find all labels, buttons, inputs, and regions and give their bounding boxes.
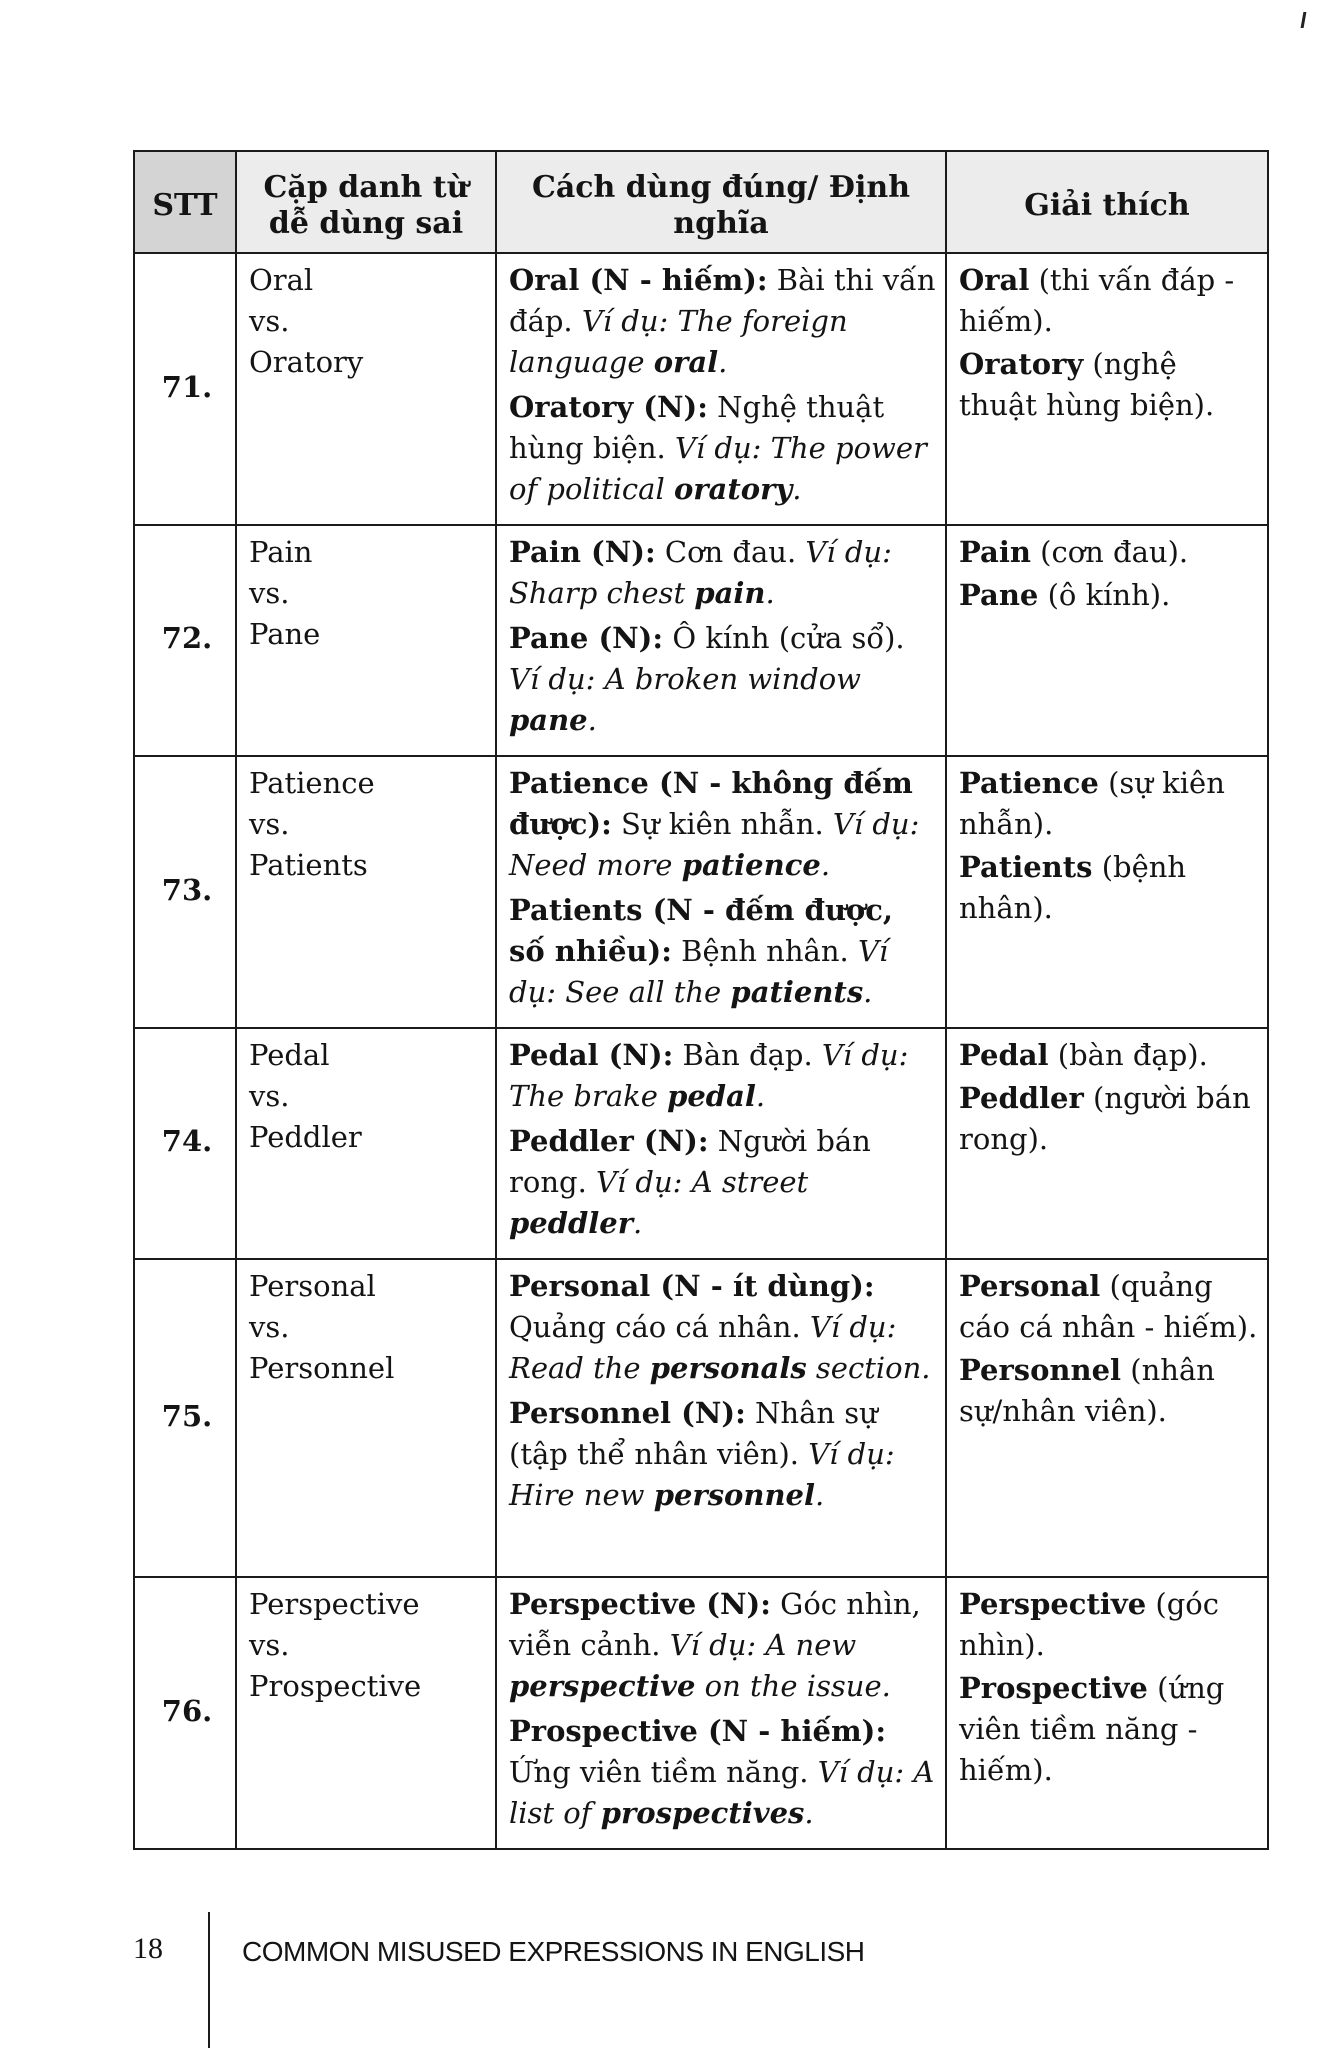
example-text-end: section. <box>806 1351 931 1385</box>
row-number: 72. <box>134 525 236 756</box>
explanation-text: (thi vấn đáp - hiếm). <box>959 263 1235 338</box>
example-text: Need more <box>509 848 682 882</box>
table-row <box>134 756 1268 1028</box>
example-text-end: . <box>587 703 597 737</box>
example-label: Ví dụ: <box>808 1437 895 1471</box>
example-label: Ví dụ: <box>821 1038 909 1072</box>
corner-mark <box>1301 12 1307 28</box>
definition-cell <box>496 1577 946 1849</box>
example-text: A broken window <box>595 662 861 696</box>
example-label: Ví dụ: <box>581 304 669 338</box>
definition-text: Bệnh nhân. <box>671 934 858 968</box>
explanation-text: (ứng viên tiềm năng - hiếm). <box>959 1671 1225 1787</box>
example-text-end: . <box>863 975 873 1009</box>
example-text-end: . <box>755 1079 766 1113</box>
explanation-entry <box>959 575 1259 616</box>
example-text-end: on the issue. <box>695 1669 891 1703</box>
explanation-term: Prospective <box>959 1671 1148 1705</box>
example-text-end: . <box>765 576 775 610</box>
noun-pair-cell <box>236 1259 496 1577</box>
explanation-text: (người bán rong). <box>959 1081 1251 1156</box>
example-keyword: patients <box>730 975 864 1009</box>
definition-entry <box>509 1711 937 1834</box>
header-usage-definition: Cách dùng đúng/ Định nghĩa <box>496 151 946 253</box>
definition-text: Người bán rong. <box>509 1124 871 1199</box>
definition-text: Nghệ thuật hùng biện. <box>509 390 885 465</box>
definition-entry <box>509 1121 937 1244</box>
definition-term: Pane (N): <box>509 621 664 655</box>
noun-pair-line: Patients <box>249 848 368 882</box>
explanation-cell <box>946 1259 1268 1577</box>
explanation-text: (ô kính). <box>1038 578 1171 612</box>
example-text: See all the <box>556 975 731 1009</box>
definition-entry <box>509 532 937 614</box>
definition-entry <box>509 1035 937 1117</box>
noun-pair-cell <box>236 525 496 756</box>
example-label: Ví dụ: <box>805 535 892 569</box>
noun-pair-cell <box>236 1028 496 1259</box>
example-text-end: . <box>804 1796 814 1830</box>
header-explanation: Giải thích <box>946 151 1268 253</box>
example-text-end: . <box>820 848 831 882</box>
noun-pair-cell <box>236 756 496 1028</box>
explanation-entry <box>959 763 1259 845</box>
table-body <box>134 253 1268 1849</box>
definition-text: Nhân sự (tập thể nhân viên). <box>509 1396 878 1471</box>
explanation-cell <box>946 1577 1268 1849</box>
example-keyword: prospectives <box>600 1796 805 1830</box>
example-label: Ví dụ: <box>509 934 889 1009</box>
page-number: 18 <box>133 1932 163 1965</box>
noun-pair-cell <box>236 1577 496 1849</box>
example-keyword: pain <box>694 576 766 610</box>
explanation-term: Personal <box>959 1269 1101 1303</box>
explanation-term: Pain <box>959 535 1031 569</box>
explanation-entry <box>959 1584 1259 1666</box>
header-noun-pair: Cặp danh từ dễ dùng sai <box>236 151 496 253</box>
example-text-end: . <box>792 472 802 506</box>
vocabulary-table-container <box>133 150 1267 1850</box>
explanation-term: Pedal <box>959 1038 1049 1072</box>
explanation-text: (bàn đạp). <box>1048 1038 1208 1072</box>
explanation-term: Personnel <box>959 1353 1122 1387</box>
noun-pair-line: vs. <box>249 1310 290 1344</box>
table-row <box>134 253 1268 525</box>
explanation-cell <box>946 756 1268 1028</box>
explanation-text: (nghệ thuật hùng biện). <box>959 347 1215 422</box>
definition-text: Ô kính (cửa sổ). <box>663 621 905 655</box>
explanation-cell <box>946 253 1268 525</box>
definition-term: Personal (N - ít dùng): <box>509 1269 875 1303</box>
row-number: 73. <box>134 756 236 1028</box>
example-keyword: personals <box>649 1351 807 1385</box>
definition-text: Bài thi vấn đáp. <box>509 263 936 338</box>
noun-pair-line: Peddler <box>249 1120 362 1154</box>
header-stt: STT <box>134 151 236 253</box>
definition-entry <box>509 1266 937 1389</box>
example-text: A street <box>682 1165 809 1199</box>
explanation-text: (cơn đau). <box>1030 535 1189 569</box>
example-label: Ví dụ: <box>832 807 920 841</box>
example-text: Read the <box>509 1351 650 1385</box>
definition-text: Góc nhìn, viễn cảnh. <box>509 1587 921 1662</box>
footer-divider <box>208 1912 210 2048</box>
definition-text: Quảng cáo cá nhân. <box>509 1310 810 1344</box>
noun-pair-line: Oratory <box>249 345 364 379</box>
example-label: Ví dụ: <box>509 662 596 696</box>
row-number: 76. <box>134 1577 236 1849</box>
noun-pair-line: vs. <box>249 304 290 338</box>
definition-entry <box>509 260 937 383</box>
example-keyword: pane <box>509 703 588 737</box>
noun-pair-line: vs. <box>249 1628 290 1662</box>
definition-cell <box>496 525 946 756</box>
explanation-text: (sự kiên nhẫn). <box>959 766 1225 841</box>
definition-term: Prospective (N - hiếm): <box>509 1714 887 1748</box>
table-row <box>134 1028 1268 1259</box>
explanation-cell <box>946 1028 1268 1259</box>
row-number: 71. <box>134 253 236 525</box>
noun-pair-line: Personal <box>249 1269 376 1303</box>
explanation-term: Peddler <box>959 1081 1084 1115</box>
explanation-text: (nhân sự/nhân viên). <box>959 1353 1215 1428</box>
noun-pair-line: Oral <box>249 263 314 297</box>
definition-term: Pain (N): <box>509 535 656 569</box>
definition-text: Ứng viên tiềm năng. <box>509 1755 818 1789</box>
explanation-entry <box>959 532 1259 573</box>
definition-text: Cơn đau. <box>655 535 806 569</box>
example-keyword: oral <box>653 345 719 379</box>
definition-text: Sự kiên nhẫn. <box>611 807 833 841</box>
noun-pair-line: Patience <box>249 766 375 800</box>
table-row <box>134 1259 1268 1577</box>
explanation-entry <box>959 1350 1259 1432</box>
table-row <box>134 1577 1268 1849</box>
explanation-term: Patience <box>959 766 1099 800</box>
example-text-end: . <box>815 1478 825 1512</box>
example-text: A new <box>756 1628 857 1662</box>
table-row <box>134 525 1268 756</box>
example-label: Ví dụ: <box>596 1165 683 1199</box>
example-keyword: perspective <box>509 1669 696 1703</box>
explanation-entry <box>959 1266 1259 1348</box>
example-label: Ví dụ: <box>674 431 762 465</box>
definition-cell <box>496 1028 946 1259</box>
vocabulary-table <box>133 150 1269 1850</box>
noun-pair-line: Perspective <box>249 1587 420 1621</box>
definition-term: Perspective (N): <box>509 1587 771 1621</box>
example-text: A list of <box>509 1755 935 1830</box>
explanation-text: (góc nhìn). <box>959 1587 1219 1662</box>
noun-pair-line: Pedal <box>249 1038 330 1072</box>
definition-term: Oral (N - hiếm): <box>509 263 768 297</box>
definition-term: Peddler (N): <box>509 1124 709 1158</box>
explanation-cell <box>946 525 1268 756</box>
definition-entry <box>509 387 937 510</box>
definition-entry <box>509 1393 937 1516</box>
example-keyword: peddler <box>509 1206 634 1240</box>
explanation-entry <box>959 1668 1259 1791</box>
example-text-end: . <box>633 1206 643 1240</box>
example-text-end: . <box>718 345 728 379</box>
example-keyword: personnel <box>653 1478 816 1512</box>
example-text: Hire new <box>509 1478 654 1512</box>
noun-pair-line: Personnel <box>249 1351 395 1385</box>
book-title: COMMON MISUSED EXPRESSIONS IN ENGLISH <box>242 1936 865 1967</box>
explanation-entry <box>959 1078 1259 1160</box>
example-label: Ví dụ: <box>669 1628 757 1662</box>
definition-term: Pedal (N): <box>509 1038 674 1072</box>
row-number: 74. <box>134 1028 236 1259</box>
explanation-entry <box>959 1035 1259 1076</box>
example-label: Ví dụ: <box>809 1310 897 1344</box>
definition-term: Patience (N - không đếm được): <box>509 766 913 841</box>
explanation-entry <box>959 260 1259 342</box>
explanation-term: Pane <box>959 578 1039 612</box>
noun-pair-line: Prospective <box>249 1669 422 1703</box>
noun-pair-line: vs. <box>249 807 290 841</box>
explanation-term: Oral <box>959 263 1030 297</box>
noun-pair-line: vs. <box>249 1079 290 1113</box>
explanation-entry <box>959 344 1259 426</box>
example-keyword: patience <box>681 848 821 882</box>
definition-cell <box>496 253 946 525</box>
row-number: 75. <box>134 1259 236 1577</box>
explanation-term: Oratory <box>959 347 1084 381</box>
noun-pair-line: Pain <box>249 535 313 569</box>
example-text: The brake <box>509 1079 668 1113</box>
definition-entry <box>509 890 937 1013</box>
explanation-term: Patients <box>959 850 1093 884</box>
noun-pair-line: Pane <box>249 617 321 651</box>
definition-entry <box>509 763 937 886</box>
definition-cell <box>496 1259 946 1577</box>
example-text: The foreign language <box>509 304 848 379</box>
explanation-text: (quảng cáo cá nhân - hiếm). <box>959 1269 1258 1344</box>
table-header-row <box>134 151 1268 253</box>
definition-cell <box>496 756 946 1028</box>
example-text: Sharp chest <box>509 576 695 610</box>
definition-entry <box>509 1584 937 1707</box>
example-label: Ví dụ: <box>817 1755 905 1789</box>
definition-entry <box>509 618 937 741</box>
noun-pair-cell <box>236 253 496 525</box>
explanation-term: Perspective <box>959 1587 1147 1621</box>
definition-term: Patients (N - đếm được, số nhiều): <box>509 893 894 968</box>
definition-text: Bàn đạp. <box>673 1038 822 1072</box>
definition-term: Oratory (N): <box>509 390 708 424</box>
explanation-entry <box>959 847 1259 929</box>
example-keyword: oratory <box>673 472 793 506</box>
definition-term: Personnel (N): <box>509 1396 746 1430</box>
example-keyword: pedal <box>667 1079 756 1113</box>
noun-pair-line: vs. <box>249 576 290 610</box>
explanation-text: (bệnh nhân). <box>959 850 1187 925</box>
example-text: The power of political <box>509 431 927 506</box>
